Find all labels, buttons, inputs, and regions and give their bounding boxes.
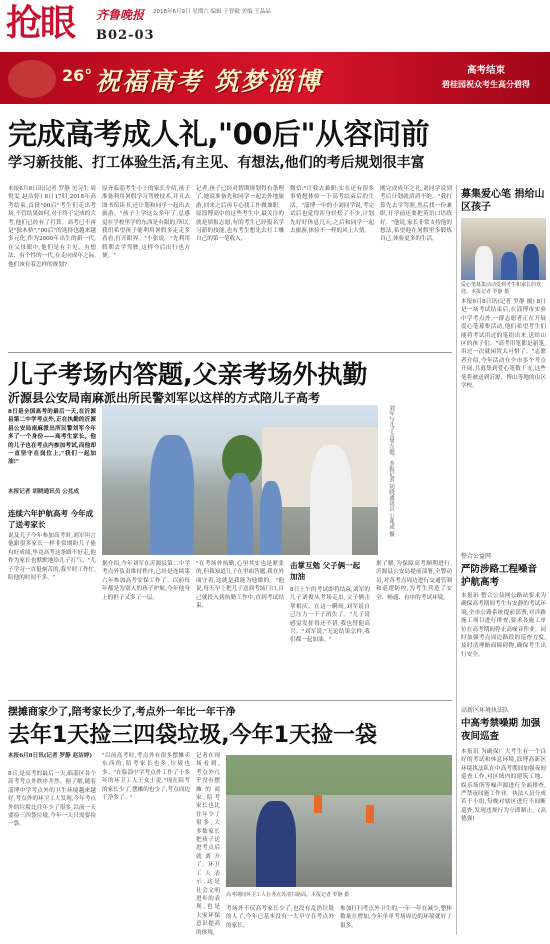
s3-byline: 本报6月8日讯(记者 罗静 赵洁婷) [8,753,93,759]
s2-col3: "在考场外执勤,心里其实也是紧张的,但我知道儿子在里面答题,我在外面守着,这就是我能为他做的。"他说,每天早上把儿子送到考场门口,自己就投入到执勤工作中,直到考试结束。 [196,561,284,610]
photo-police [260,481,282,555]
s2-col1: 说及儿子今年参加高考时,刘军坦言他跟很多家长一样非常期盼儿子能有好成绩,毕竟高考这条路不好走,他作为家长也默默地给儿子打气。"儿子学习一直挺刻苦的,我平时工作忙,陪他的时间不多。" [8,533,96,582]
photo-worker [256,801,296,887]
side-a3-body: 本报讯 为确保广大考生有一个良好的考试和休息环境,淄博高新区环境执法队在中高考期间加强夜间巡查工作,对区域内的建筑工地、娱乐场所等噪声源进行全面排查,严禁夜间施工作业。执法人员分成若干小组,每晚对辖区进行不间断巡查,发现违规行为立即制止。(高德强) [461,749,546,823]
section-divider [8,352,452,353]
side-a2-kicker: 整合公益网 [461,553,492,560]
side-a1-title: 募集爱心笔 捐给山区孩子 [461,189,545,213]
photo-cone [314,795,322,813]
s2-sub2: 击掌互勉 父子俩一起加油 [290,561,361,581]
side-a3-title: 中高考禁噪期 加强夜间巡查 [461,718,541,742]
photo-cone [366,805,374,823]
issue-meta: 2018年6月9日 星期六 编辑 于智毅 美编 王晶晶 [153,9,271,15]
s3-col3: 记者在现场看到,考点外几乎没有摆摊的商家,陪考家长也比往年少了很多,大多数家长把孩子送进考点后就离开了。环卫工人表示,这是社会文明进步的表现,也是大家环保意识提高的体现。 [196,753,220,936]
photo-police [227,473,253,555]
s2-col2: 据介绍,今年刘军在沂源县第二中学考点外负责维持秩序,已经是连续第六年参加高考安保工作了。以前每年都是为别人的孩子护航,今年他身上的担子又多了一层。 [102,561,190,601]
s2-col5: 据了解,为保障高考顺利进行,沂源县公安局提前部署,全警动员,对各考点周边进行交通管制和巡逻防控,为考生营造了安全、畅通、有序的考试环境。 [376,561,452,601]
s3-title: 去年1天捡三四袋垃圾,今年1天捡一袋 [8,723,377,748]
s1-title: 完成高考成人礼,"00后"从容问前 [8,117,430,151]
column-divider [456,185,457,935]
photo-figure [475,246,493,280]
s1-subtitle: 学习新技能、打工体验生活,有主见、有想法,他们的考后规划很丰富 [8,155,425,171]
photo-police [150,435,194,555]
banner-right-text [426,64,546,92]
s3-col5: 参加打扫考点外卫生的,一年一年在减少,整体数量在增加,今年单单考场周边的环境就好了很多。 [340,906,452,929]
side-a1-caption: 爱心笔募集活动受到考生和家长的欢迎。本报记者 罗静 摄 [461,282,542,295]
photo-figure [501,252,517,280]
s1-col2: 原齐临淄考生小于的家长介绍,孩子准备利用暑假学习驾驶技术,并且去图书馆读书,还计划和同学一起出去旅游。"孩子上学这么多年了,总感觉在学校里学的东西是有限的,所以,我们希望孩子能利用暑假多走走多看看,打开眼界。"小张说。"先利用假期去学驾驶,这样今后出行也方便。" [102,186,190,260]
decor-circle [8,60,56,98]
s3-photo [226,755,452,887]
banner-right-line1: 高考结束 [466,65,505,76]
side-a2-title: 严防涉路工程噪音 护航高考 [461,564,538,588]
s2-col4: 8日上午的考试即将结束,刘军的儿子刘俊从考场走出,父子俩击掌相庆。在这一瞬间,刘军说自己压力一下子消失了。"儿子说感觉发挥得还不错,我也替他高兴。"刘军说,"无论结果怎样,我们都一起加油。" [290,587,370,644]
s2-byline: 本报记者 胡晓通讯员 公兆成 [8,489,80,495]
s3-photo-caption: 高考期间环卫工人在考点外清扫路面。本报记者 罗静 摄 [226,892,350,898]
banner-slogan: 祝福高考 筑梦淄博 [95,67,322,96]
page-number: B02-03 [96,28,155,43]
banner-number: 26° [62,66,93,85]
s2-photo-caption: 刘军与儿子击掌互勉。本报记者 胡晓通讯员 公兆成 摄 [388,405,394,537]
photo-figure [523,244,539,280]
s2-photo [102,405,378,555]
section-divider [8,700,452,701]
s1-col4: 微信:"让我去兼职,实在还有很多事情想体验一下高考结束后的生活。"淄博一中的小刘同学说,考完试后也觉得浑身轻松了不少,计划先好好休息几天,之后和同学一起去旅游,体验不一样的风土人情。 [290,186,374,235]
s1-col3: 记者,孩子已经对假期规划得有条理了,她说准备先和同学一起去外地旅游,回来之后再专心找工作做兼职。原淄博高中的这些考生中,最关注的就是填报志愿,有的考生已经报名学习新的技能,也有考生想先去打工赚自己的第一笔收入。 [196,186,284,243]
s1-col1: 本报6月8日讯(记者 罗静 见习生 周悦雯 赵洁婷) 8日17时,2018年高考结束,首批"00后"考生们走出考场,不管结果如何,对于终于完成的大考,他们已经有了打算。高考已不再是"独木桥","00后"的选择也越来越多元化,作为2000年出生的新一代,在父母眼中,他们是有主见、有想法、有个性的一代,在走向成年之际,他们该有着怎样的规划? [8,186,96,268]
newspaper-name: 齐鲁晚报 [96,8,145,22]
s2-sub1: 连续六年护航高考 今年成了送考家长 [8,509,94,529]
section-brand: 抢眼 [6,3,75,44]
photo-trees [226,755,452,795]
s3-col1: 8日,是高考的最后一天,临淄区各个高考考点外秩序井然。据了解,随着淄博中学考点外的卫生环境越来越好,考点外的环卫工人发现,今年考点外的垃圾比往年少了很多,以前一天要捡三四袋垃圾,今年一天只需要捡一袋。 [8,771,96,828]
s3-col2: "以前高考时,考点外有很多摆摊卖东西的,陪考家长也多,垃圾也多。"在临淄中学考点外工作了十多年的环卫工人王女士说,"现在陪考的家长少了,摆摊的也少了,考点周边干净多了。" [102,753,190,802]
s2-lead: 8日是全国高考的最后一天,在沂源县第二中学考点外,正在执勤的沂源县公安局南麻派出所民警刘军今年多了一个身份——高考生家长。他的儿子也在考点内参加考试,而他却一直坚守在岗位上,"我们一起加油!" [8,409,96,466]
side-a1-photo [461,218,546,280]
s2-subtitle: 沂源县公安局南麻派出所民警刘军以这样的方式陪儿子高考 [8,391,321,405]
ad-banner [0,52,550,104]
side-a3-kicker: 高新区环境执法队 [461,707,510,714]
side-a2-body: 本报讯 整合公益网公路站要求为确保高考期间考生有安静的考试环境,全市公路系统提前部署,对涉路施工项目进行排查,要求各施工单位在高考期间停止高噪音作业。同时加强考点周边路段的巡查力度,及时清理路面障碍物,确保考生出行安全。 [461,593,546,658]
banner-right-line2: 碧桂园祝众考生高分碧得 [442,80,530,89]
s1-col5: 刚完成成年之礼,刘同学说到考后计划就滔滔不绝。"我打算先去学驾照,然后找一份兼职,开学前还要把英语口语练好。"他说,家长非常支持他的想法,希望他在暑假里多锻炼自己,体验更多的生活。 [380,186,452,243]
photo-student [310,445,352,555]
page-header [0,0,550,52]
s3-col4: 考场外不仅高考家长少了,也没有乱扔垃圾的人了,今年已基本没有一大早守在考点外的家长。 [226,906,334,929]
side-a1-body: 本报6月8日讯(记者 罗静 摄) 8日是一场考试结束后,在淄博市实验中学考点外,一群志愿者正在开展爱心笔募集活动,他们希望考生们能将考试用过的笔捐出来,送给山区的孩子们。"高考用笔都是新笔,用过一次就闲置太可惜了。"志愿者介绍,今年活动在全市多个考点开展,共募集到爱心笔数千支,这些笔将被送到沂源、博山等地的山区学校。 [461,299,546,390]
s2-title: 儿子考场内答题,父亲考场外执勤 [8,360,368,389]
s3-kicker: 摆摊商家少了,陪考家长少了,考点外一年比一年干净 [8,707,236,718]
